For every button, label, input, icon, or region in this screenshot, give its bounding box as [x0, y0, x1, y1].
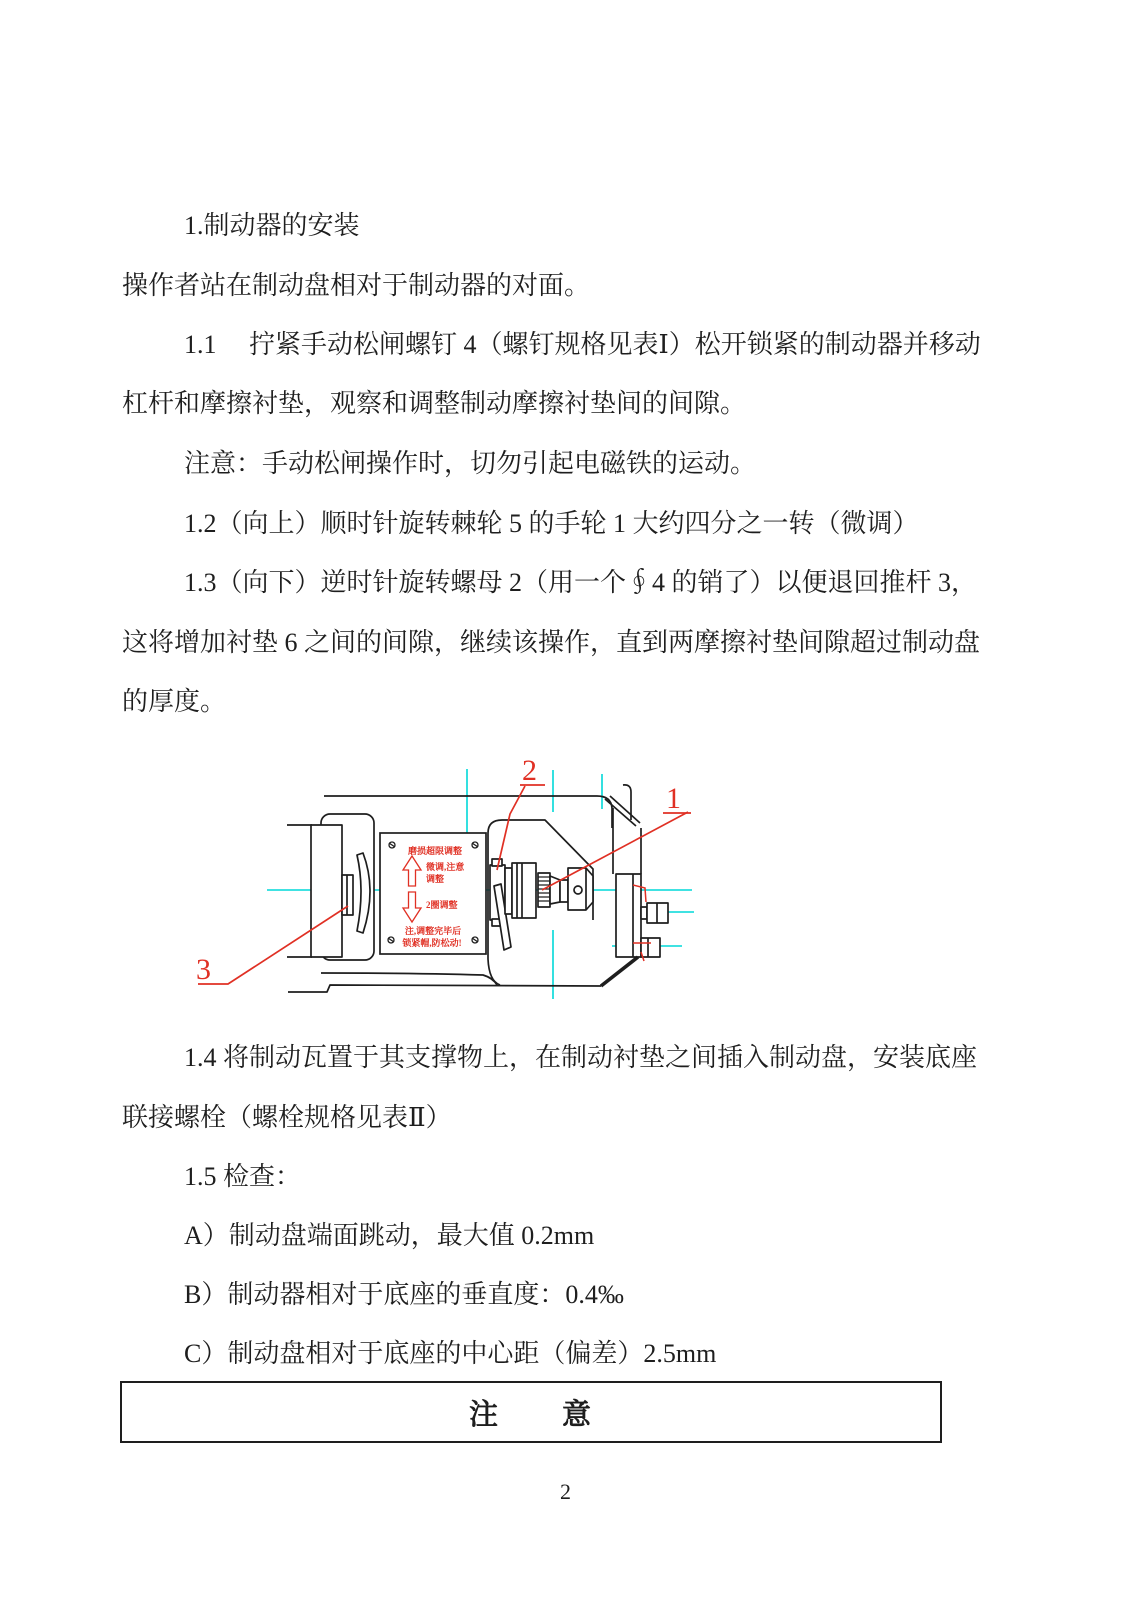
para-operator: 操作者站在制动盘相对于制动器的对面。	[122, 271, 591, 300]
plate-text-bottom1: 注,调整完毕后	[404, 926, 462, 936]
check-item-b: B）制动器相对于底座的垂直度：0.4‰	[184, 1280, 624, 1309]
check-item-a: A）制动盘端面跳动，最大值 0.2mm	[184, 1221, 595, 1250]
step-1-1-cont: 杠杆和摩擦衬垫，观察和调整制动摩擦衬垫间的间隙。	[122, 389, 747, 418]
step-1-4-cont: 联接螺栓（螺栓规格见表Ⅱ）	[122, 1103, 452, 1132]
step-1-2: 1.2（向上）顺时针旋转棘轮 5 的手轮 1 大约四分之一转（微调）	[184, 509, 919, 538]
plate-text-down: 2圈调整	[426, 900, 458, 910]
callout-number-2: 2	[522, 754, 537, 787]
plate-text-up2: 调整	[426, 874, 445, 884]
leader-1	[542, 812, 688, 890]
plate-text-up1: 微调,注意	[426, 862, 465, 872]
page-number: 2	[560, 1479, 571, 1504]
brake-assembly-diagram	[180, 740, 705, 1008]
heading-install: 1.制动器的安装	[184, 211, 360, 240]
handwheel-assembly	[490, 859, 593, 950]
handwheel	[512, 863, 536, 918]
check-item-c: C）制动盘相对于底座的中心距（偏差）2.5mm	[184, 1339, 717, 1368]
plate-text-bottom2: 锁紧帽,防松动!	[402, 938, 462, 948]
note-box	[120, 1381, 942, 1443]
callout-number-1: 1	[666, 782, 681, 815]
callout-number-3: 3	[196, 953, 211, 986]
step-1-3: 1.3（向下）逆时针旋转螺母 2（用一个∮4 的销了）以便退回推杆 3，	[184, 568, 978, 597]
plate-text-top: 磨损超限调整	[407, 846, 463, 856]
step-1-4: 1.4 将制动瓦置于其支撑物上，在制动衬垫之间插入制动盘，安装底座	[184, 1043, 978, 1072]
note-box-label: 注 意	[468, 1398, 593, 1431]
leader-2	[497, 786, 525, 870]
note-line: 注意：手动松闸操作时，切勿引起电磁铁的运动。	[184, 449, 757, 478]
step-1-1: 1.1 拧紧手动松闸螺钉 4（螺钉规格见表Ⅰ）松开锁紧的制动器并移动	[184, 330, 981, 359]
step-1-5: 1.5 检查：	[184, 1162, 302, 1191]
ratchet-knurl	[538, 873, 550, 907]
step-1-3-cont2: 的厚度。	[122, 687, 227, 716]
step-1-3-cont: 这将增加衬垫 6 之间的间隙，继续该操作，直到两摩擦衬垫间隙超过制动盘	[122, 628, 981, 657]
instruction-plate	[380, 833, 486, 954]
